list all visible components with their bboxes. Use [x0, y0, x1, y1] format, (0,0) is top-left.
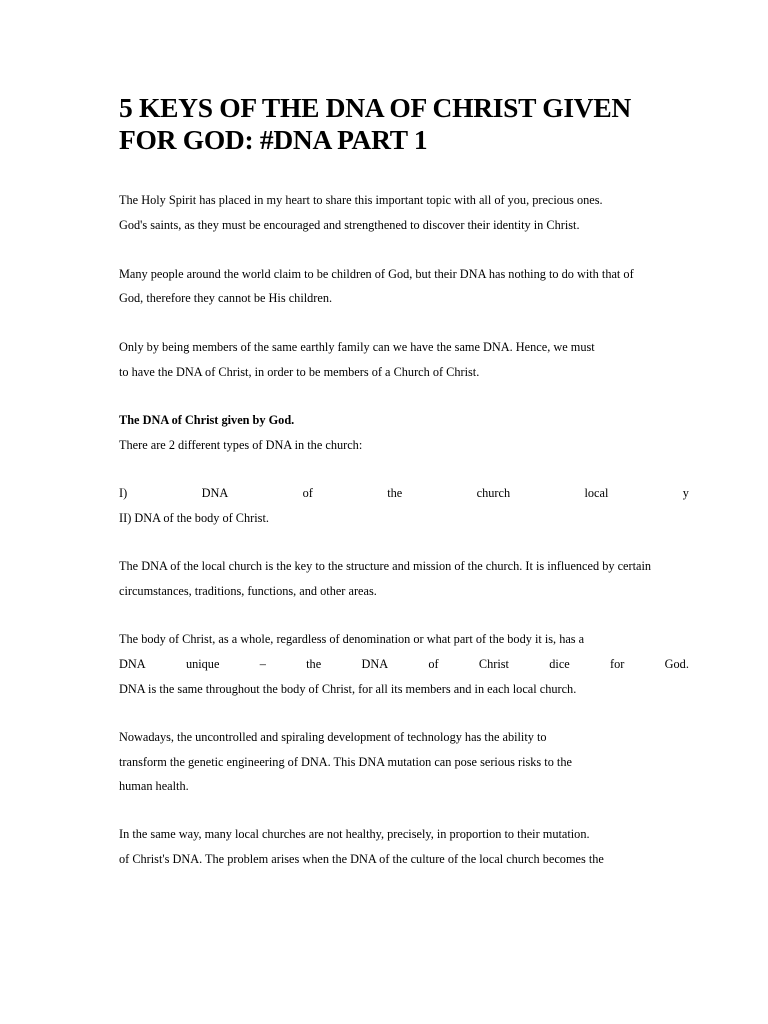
paragraph-line: God's saints, as they must be encouraged and strengthened to discover their identity in Christ. [119, 218, 580, 232]
word: unique [185, 657, 220, 671]
word: dice [549, 657, 570, 671]
paragraph-line: Only by being members of the same earthly family can we have the same DNA. Hence, we must [119, 340, 595, 354]
title-line: 5 KEYS OF THE DNA OF CHRIST GIVEN [119, 92, 631, 123]
word: DNA [119, 657, 146, 671]
word: the [306, 657, 322, 671]
paragraph-line: of Christ's DNA. The problem arises when the DNA of the culture of the local church becomes the [119, 852, 604, 866]
paragraph-line: DNA is the same throughout the body of Christ, for all its members and in each local church. [119, 682, 577, 696]
paragraph-line: In the same way, many local churches are not healthy, precisely, in proportion to their mutation. [119, 827, 590, 841]
paragraph-line: The DNA of the local church is the key to the structure and mission of the church. It is influenced by certain [119, 559, 652, 573]
paragraph-line: II) DNA of the body of Christ. [119, 511, 269, 525]
section-heading: The DNA of Christ given by God. [119, 413, 295, 427]
paragraph-line: Many people around the world claim to be children of God, but their DNA has nothing to do with that of [119, 267, 634, 281]
word: God. [664, 657, 689, 671]
word: I) [119, 486, 128, 500]
justified-line-1 [119, 485, 689, 501]
paragraph-line: transform the genetic engineering of DNA. This DNA mutation can pose serious risks to the [119, 755, 572, 769]
word: – [259, 657, 266, 671]
paragraph-line: to have the DNA of Christ, in order to be members of a Church of Christ. [119, 365, 480, 379]
word: DNA [201, 486, 229, 500]
word: y [682, 486, 689, 500]
justified-line-2 [119, 656, 689, 672]
word: for [610, 657, 625, 671]
paragraph-line: circumstances, traditions, functions, and other areas. [119, 584, 377, 598]
paragraph-line: Nowadays, the uncontrolled and spiraling development of technology has the ability to [119, 730, 547, 744]
title-line: FOR GOD: #DNA PART 1 [119, 124, 428, 155]
paragraph-line: God, therefore they cannot be His children. [119, 291, 333, 305]
word: DNA [361, 657, 389, 671]
paragraph-line: The body of Christ, as a whole, regardless of denomination or what part of the body it is, has a [119, 632, 585, 646]
word: local [584, 486, 609, 500]
word: of [302, 486, 313, 500]
paragraph-line: The Holy Spirit has placed in my heart to share this important topic with all of you, precious ones. [119, 193, 603, 207]
paragraph-line: There are 2 different types of DNA in the church: [119, 438, 363, 452]
word: of [428, 657, 439, 671]
document-title [119, 92, 719, 156]
word: the [387, 486, 403, 500]
word: church [476, 486, 511, 500]
paragraph-line: human health. [119, 779, 189, 793]
word: Christ [478, 657, 509, 671]
